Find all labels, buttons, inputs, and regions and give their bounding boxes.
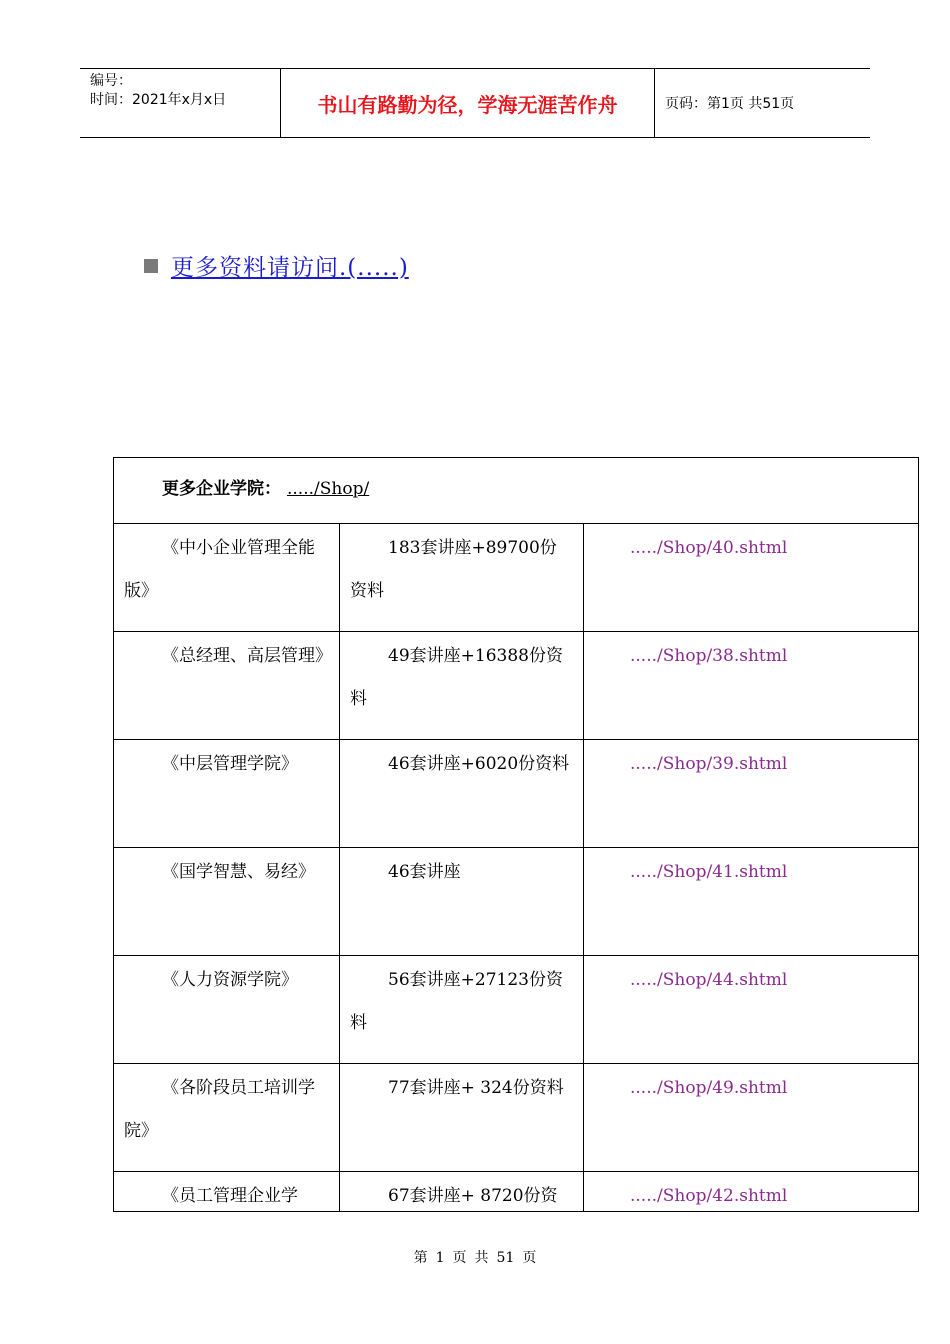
table-row bbox=[114, 1064, 918, 1172]
page-header bbox=[80, 68, 870, 138]
visit-line bbox=[144, 249, 409, 282]
course-name: 《人力资源学院》 bbox=[114, 956, 340, 1063]
course-link[interactable]: ...../Shop/39.shtml bbox=[630, 754, 788, 774]
footer-page-number: 1 bbox=[435, 1250, 445, 1266]
course-desc: 49套讲座+16388份资料 bbox=[340, 632, 584, 739]
visit-link[interactable]: 更多资料请访问.(.....) bbox=[171, 255, 409, 281]
square-bullet-icon bbox=[144, 259, 158, 273]
table-row bbox=[114, 848, 918, 956]
footer-di: 第 bbox=[413, 1250, 428, 1266]
course-link[interactable]: ...../Shop/40.shtml bbox=[630, 538, 788, 558]
footer-total-pages: 51 bbox=[496, 1250, 515, 1266]
number-label: 编号： bbox=[90, 73, 132, 89]
course-name: 《总经理、高层管理》 bbox=[114, 632, 340, 739]
table-row bbox=[114, 1172, 918, 1212]
course-name: 《各阶段员工培训学院》 bbox=[114, 1064, 340, 1171]
table-title-row bbox=[114, 458, 918, 524]
course-link[interactable]: ...../Shop/41.shtml bbox=[630, 862, 788, 882]
course-link[interactable]: ...../Shop/44.shtml bbox=[630, 970, 788, 990]
header-page-info: 页码：第1页 共51页 bbox=[665, 96, 795, 112]
course-desc: 46套讲座+6020份资料 bbox=[340, 740, 584, 847]
course-link[interactable]: ...../Shop/49.shtml bbox=[630, 1078, 788, 1098]
table-row bbox=[114, 632, 918, 740]
footer-gong: 共 bbox=[474, 1250, 489, 1266]
course-desc: 183套讲座+89700份资料 bbox=[340, 524, 584, 631]
table-row bbox=[114, 524, 918, 632]
course-desc: 46套讲座 bbox=[340, 848, 584, 955]
header-motto: 书山有路勤为径，学海无涯苦作舟 bbox=[281, 69, 655, 137]
header-meta bbox=[80, 69, 281, 137]
course-desc: 56套讲座+27123份资料 bbox=[340, 956, 584, 1063]
table-title-label: 更多企业学院： bbox=[162, 479, 281, 499]
page-footer bbox=[0, 1247, 950, 1267]
course-table bbox=[113, 457, 919, 1212]
course-name: 《中小企业管理全能版》 bbox=[114, 524, 340, 631]
footer-ye2: 页 bbox=[522, 1250, 537, 1266]
table-row bbox=[114, 956, 918, 1064]
time-label: 时间：2021年x月x日 bbox=[90, 92, 227, 108]
course-desc: 77套讲座+ 324份资料 bbox=[340, 1064, 584, 1171]
course-name: 《国学智慧、易经》 bbox=[114, 848, 340, 955]
table-row bbox=[114, 740, 918, 848]
table-title-link[interactable]: ...../Shop/ bbox=[287, 479, 370, 499]
footer-ye: 页 bbox=[452, 1250, 467, 1266]
course-link[interactable]: ...../Shop/42.shtml bbox=[630, 1186, 788, 1206]
course-desc: 67套讲座+ 8720份资 bbox=[340, 1172, 584, 1212]
course-link[interactable]: ...../Shop/38.shtml bbox=[630, 646, 788, 666]
course-name: 《员工管理企业学 bbox=[114, 1172, 340, 1212]
course-name: 《中层管理学院》 bbox=[114, 740, 340, 847]
